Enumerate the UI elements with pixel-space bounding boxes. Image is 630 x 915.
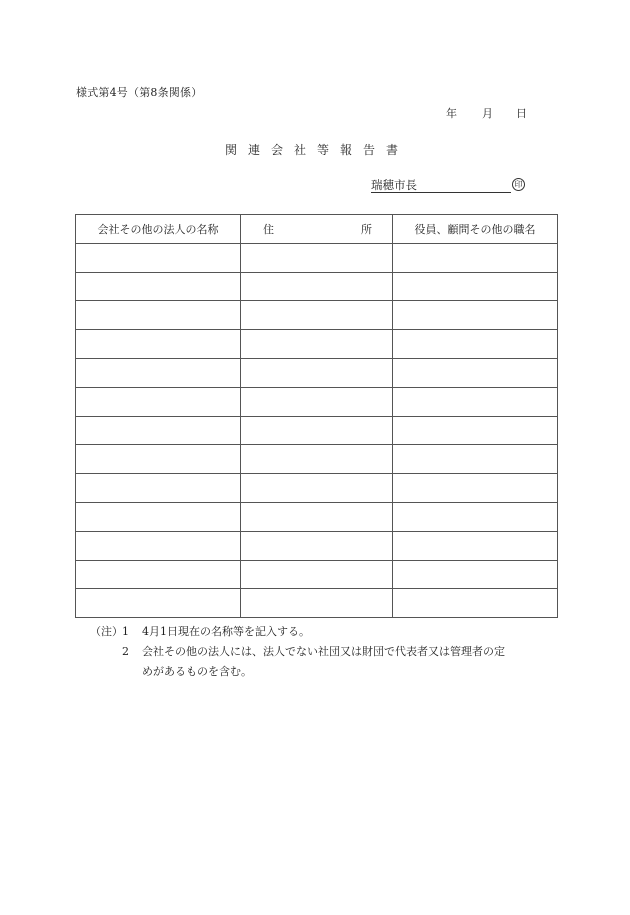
position-cell[interactable] xyxy=(393,560,558,589)
position-cell[interactable] xyxy=(393,243,558,272)
position-cell[interactable] xyxy=(393,330,558,359)
table-row xyxy=(76,301,558,330)
address-cell[interactable] xyxy=(241,301,393,330)
note-2-continuation: めがあるものを含む。 xyxy=(142,665,252,678)
table-row xyxy=(76,243,558,272)
position-cell[interactable] xyxy=(393,531,558,560)
address-cell[interactable] xyxy=(241,560,393,589)
address-cell[interactable] xyxy=(241,243,393,272)
address-cell[interactable] xyxy=(241,474,393,503)
note-1-text: 4月1日現在の名称等を記入する。 xyxy=(142,625,310,638)
table-row xyxy=(76,330,558,359)
address-cell[interactable] xyxy=(241,445,393,474)
header-address-right: 所 xyxy=(361,222,372,236)
position-cell[interactable] xyxy=(393,272,558,301)
address-cell[interactable] xyxy=(241,531,393,560)
address-cell[interactable] xyxy=(241,502,393,531)
position-cell[interactable] xyxy=(393,445,558,474)
name-cell[interactable] xyxy=(76,589,241,618)
header-address-left: 住 xyxy=(263,222,274,236)
header-position: 役員、顧問その他の職名 xyxy=(393,215,558,244)
table-row xyxy=(76,416,558,445)
name-cell[interactable] xyxy=(76,416,241,445)
table-row xyxy=(76,531,558,560)
name-cell[interactable] xyxy=(76,243,241,272)
header-address xyxy=(241,215,393,244)
report-table xyxy=(75,214,558,618)
name-cell[interactable] xyxy=(76,531,241,560)
position-cell[interactable] xyxy=(393,387,558,416)
address-cell[interactable] xyxy=(241,272,393,301)
address-cell[interactable] xyxy=(241,416,393,445)
table-row xyxy=(76,358,558,387)
name-cell[interactable] xyxy=(76,502,241,531)
table-body xyxy=(76,243,558,617)
table-row xyxy=(76,502,558,531)
position-cell[interactable] xyxy=(393,301,558,330)
name-cell[interactable] xyxy=(76,560,241,589)
table-row xyxy=(76,387,558,416)
name-cell[interactable] xyxy=(76,330,241,359)
table-row xyxy=(76,272,558,301)
note-2-text: 会社その他の法人には、法人でない社団又は財団で代表者又は管理者の定 xyxy=(142,645,505,658)
date-year: 年 xyxy=(446,107,457,120)
date-month: 月 xyxy=(482,107,493,120)
table-row xyxy=(76,589,558,618)
date-day: 日 xyxy=(516,107,527,120)
addressee-mayor: 瑞穂市長 xyxy=(371,178,417,192)
table-row xyxy=(76,445,558,474)
position-cell[interactable] xyxy=(393,474,558,503)
table-row xyxy=(76,560,558,589)
form-number: 様式第4号（第8条関係） xyxy=(76,86,203,99)
name-cell[interactable] xyxy=(76,272,241,301)
addressee-line xyxy=(371,177,511,193)
position-cell[interactable] xyxy=(393,358,558,387)
name-cell[interactable] xyxy=(76,301,241,330)
seal-mark: 印 xyxy=(512,178,525,191)
table-header-row xyxy=(76,215,558,244)
note-2-number: 2 xyxy=(122,645,129,658)
position-cell[interactable] xyxy=(393,502,558,531)
position-cell[interactable] xyxy=(393,416,558,445)
name-cell[interactable] xyxy=(76,387,241,416)
name-cell[interactable] xyxy=(76,445,241,474)
address-cell[interactable] xyxy=(241,387,393,416)
note-1-number: 1 xyxy=(122,625,129,638)
position-cell[interactable] xyxy=(393,589,558,618)
address-cell[interactable] xyxy=(241,589,393,618)
header-company-name: 会社その他の法人の名称 xyxy=(76,215,241,244)
name-cell[interactable] xyxy=(76,474,241,503)
notes-label: （注） xyxy=(90,625,123,638)
address-cell[interactable] xyxy=(241,358,393,387)
table-row xyxy=(76,474,558,503)
notes-section xyxy=(90,622,542,682)
document-title: 関連会社等報告書 xyxy=(225,143,410,157)
address-cell[interactable] xyxy=(241,330,393,359)
name-cell[interactable] xyxy=(76,358,241,387)
